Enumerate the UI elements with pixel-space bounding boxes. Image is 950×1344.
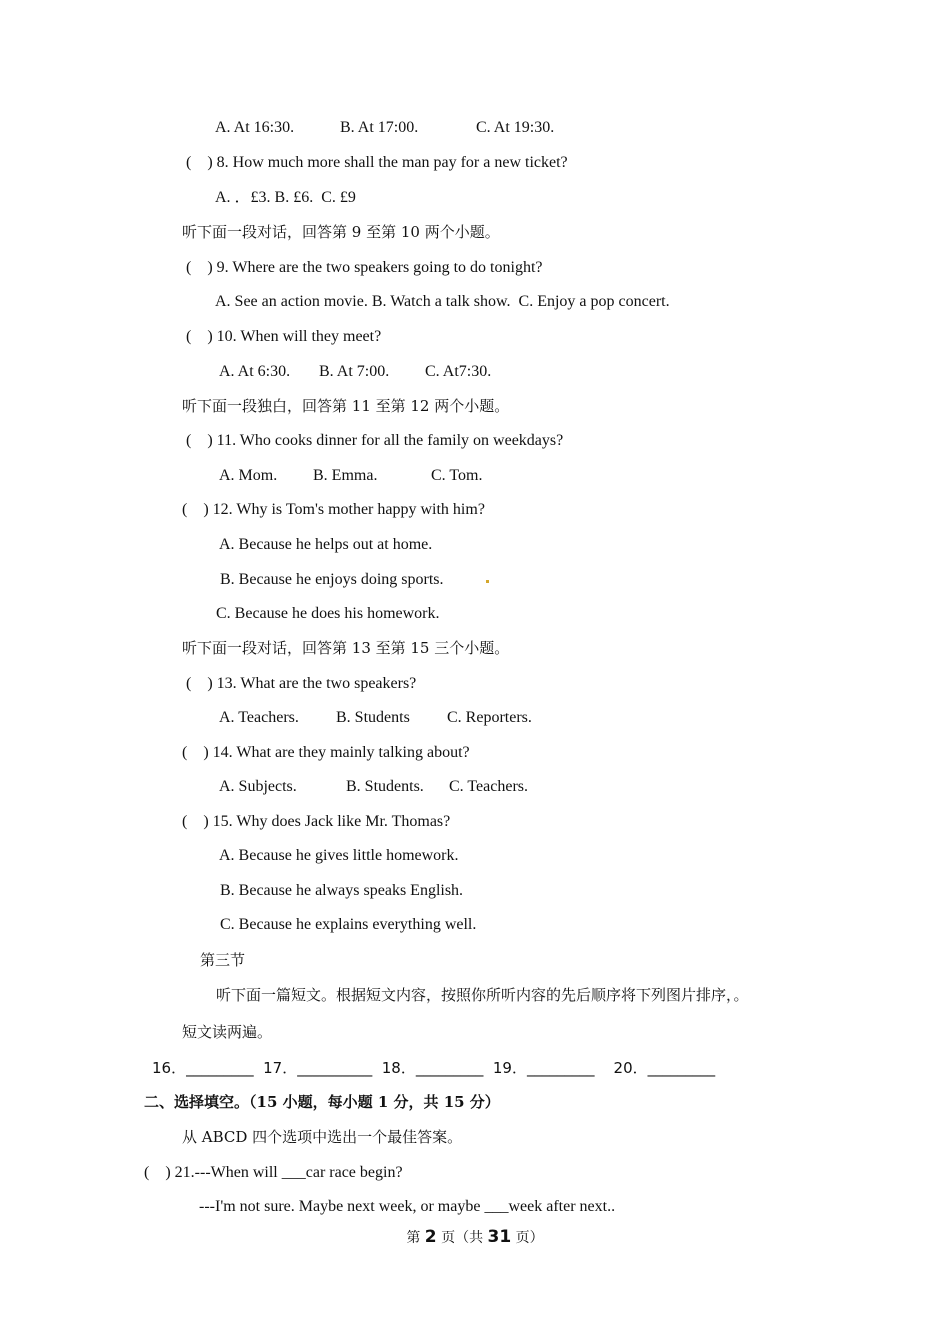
q12-option-c: C. Because he does his homework. xyxy=(216,605,440,622)
q13-option-b: B. Students xyxy=(336,709,410,726)
q14-question: ( ) 14. What are they mainly talking about? xyxy=(182,744,470,761)
section2-instruction: 从 ABCD 四个选项中选出一个最佳答案。 xyxy=(182,1128,463,1146)
section2-title: 二、选择填空。（15 小题，每小题 1 分，共 15 分） xyxy=(144,1093,500,1111)
q11-question: ( ) 11. Who cooks dinner for all the family on weekdays? xyxy=(186,432,564,449)
page-footer xyxy=(0,1227,950,1248)
q12-option-b: B. Because he enjoys doing sports. xyxy=(220,571,444,588)
q15-question: ( ) 15. Why does Jack like Mr. Thomas? xyxy=(182,813,451,830)
q7-option-a: A. At 16:30. xyxy=(215,119,295,136)
q11-option-c: C. Tom. xyxy=(431,467,483,484)
section-heading-11-12: 听下面一段独白，回答第 11 至第 12 两个小题。 xyxy=(182,397,510,415)
q9-question: ( ) 9. Where are the two speakers going to do tonight? xyxy=(186,259,543,276)
q10-option-c: C. At7:30. xyxy=(425,363,492,380)
q8-question: ( ) 8. How much more shall the man pay for a new ticket? xyxy=(186,154,568,171)
footer-page-number: 2 xyxy=(424,1227,437,1247)
footer-middle: 页（共 xyxy=(436,1230,488,1246)
q21-question: ( ) 21.---When will ___car race begin? xyxy=(144,1164,403,1181)
q15-option-a: A. Because he gives little homework. xyxy=(219,847,459,864)
section-heading-13-15: 听下面一段对话，回答第 13 至第 15 三个小题。 xyxy=(182,639,510,657)
q9-options: A. See an action movie. B. Watch a talk show. C. Enjoy a pop concert. xyxy=(215,293,670,310)
q13-option-c: C. Reporters. xyxy=(447,709,532,726)
part3-instruction: 听下面一篇短文。根据短文内容，按照你所听内容的先后顺序将下列图片排序，。 xyxy=(216,986,749,1004)
stray-dot-mark xyxy=(486,580,489,583)
q10-option-a: A. At 6:30. xyxy=(219,363,291,380)
q13-option-a: A. Teachers. xyxy=(219,709,299,726)
q7-option-b: B. At 17:00. xyxy=(340,119,419,136)
q14-option-b: B. Students. xyxy=(346,778,424,795)
q15-option-b: B. Because he always speaks English. xyxy=(220,882,464,899)
q13-question: ( ) 13. What are the two speakers? xyxy=(186,675,417,692)
q10-option-b: B. At 7:00. xyxy=(319,363,390,380)
q15-option-c: C. Because he explains everything well. xyxy=(220,916,477,933)
q21-answer-line: ---I'm not sure. Maybe next week, or maybe ___week after next.. xyxy=(199,1198,616,1215)
part3-title: 第三节 xyxy=(200,951,246,969)
q8-options: A. ．£3. B. £6. C. £9 xyxy=(215,189,356,206)
q12-option-a: A. Because he helps out at home. xyxy=(219,536,433,553)
part3-read-twice: 短文读两遍。 xyxy=(182,1023,273,1041)
footer-suffix: 页） xyxy=(511,1230,544,1246)
q11-option-a: A. Mom. xyxy=(219,467,278,484)
q7-option-c: C. At 19:30. xyxy=(476,119,555,136)
q10-question: ( ) 10. When will they meet? xyxy=(186,328,382,345)
footer-total-pages: 31 xyxy=(487,1227,512,1247)
q12-question: ( ) 12. Why is Tom's mother happy with him? xyxy=(182,501,485,518)
footer-prefix: 第 xyxy=(406,1230,425,1246)
answer-blanks-16-20: 16．_________ 17．__________ 18．_________ 19．_________ 20．_________ xyxy=(152,1059,716,1077)
q11-option-b: B. Emma. xyxy=(313,467,378,484)
q14-option-a: A. Subjects. xyxy=(219,778,297,795)
section-heading-9-10: 听下面一段对话，回答第 9 至第 10 两个小题。 xyxy=(182,223,500,241)
q14-option-c: C. Teachers. xyxy=(449,778,528,795)
